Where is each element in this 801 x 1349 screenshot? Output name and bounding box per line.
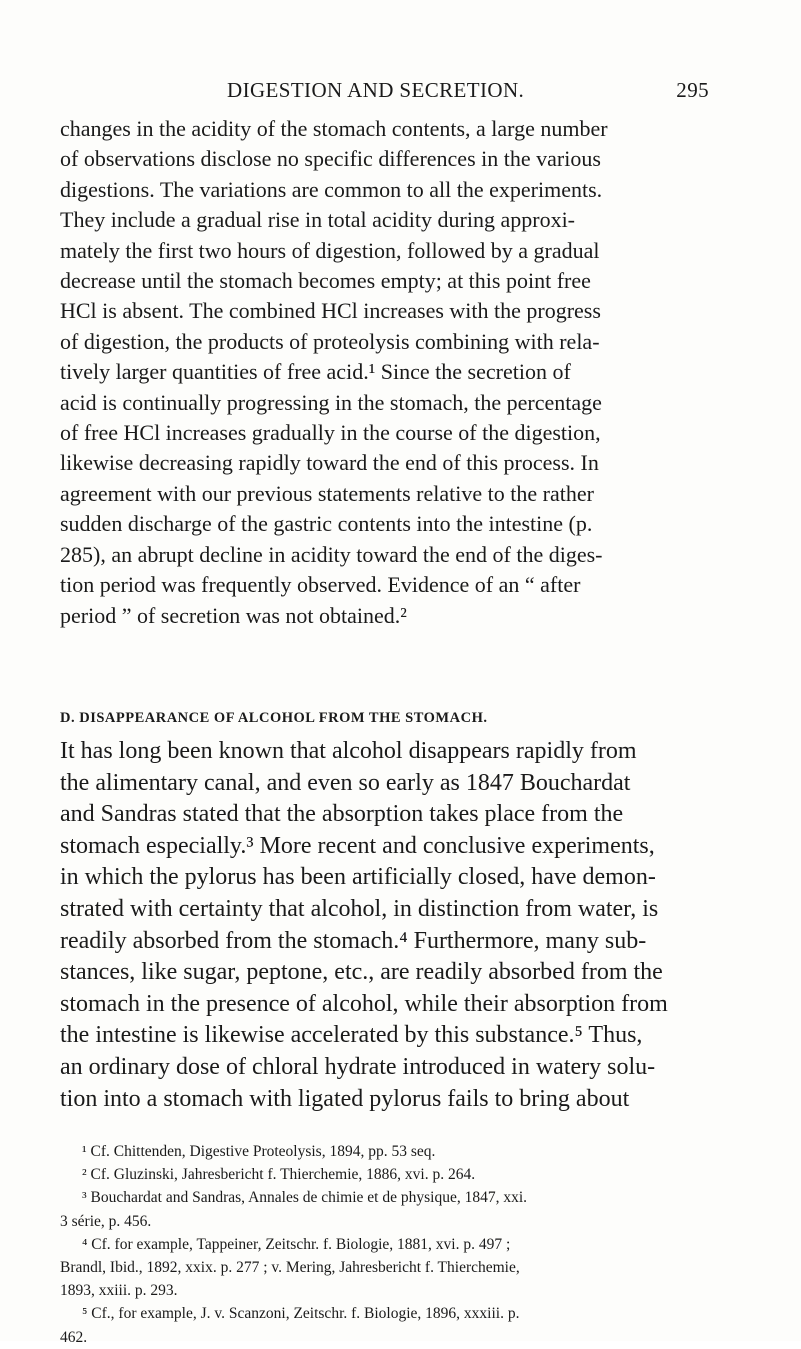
footnotes bbox=[60, 1140, 711, 1349]
running-header-title: DIGESTION AND SECRETION. bbox=[227, 78, 525, 102]
footnote-5: ⁵ Cf., for example, J. v. Scanzoni, Zeitschr. f. Biologie, 1896, xxxiii. p. 462. bbox=[60, 1305, 520, 1346]
footnote-2: ² Cf. Gluzinski, Jahresbericht f. Thierchemie, 1886, xvi. p. 264. bbox=[82, 1166, 476, 1184]
footnote-3: ³ Bouchardat and Sandras, Annales de chimie et de physique, 1847, xxi. 3 série, p. 456. bbox=[60, 1189, 528, 1230]
body-paragraph-1: changes in the acidity of the stomach contents, a large number of observations disclose no specific differences in the various digestions. The variations are common to all the experiments. They include a gradual rise in total acidity during approxi- mately the first two hours of digestion, followed by a gradual decrease until the stomach becomes empty; at this point free HCl is absent. The combined HCl increases with the progress of digestion, the products of proteolysis combining with rela- tively larger quantities of free acid.¹ Since the secretion of acid is continually progressing in the stomach, the percentage of free HCl increases gradually in the course of the digestion, likewise decreasing rapidly toward the end of this process. In agreement with our previous statements relative to the rather sudden discharge of the gastric contents into the intestine (p. 285), an abrupt decline in acidity toward the end of the diges- tion period was frequently observed. Evidence of an “ after period ” of secretion was not obtained.² bbox=[60, 116, 608, 628]
section-heading: D. DISAPPEARANCE OF ALCOHOL FROM THE STOMACH. bbox=[60, 710, 488, 726]
page-number: 295 bbox=[676, 78, 709, 102]
footnote-1: ¹ Cf. Chittenden, Digestive Proteolysis, 1894, pp. 53 seq. bbox=[82, 1143, 436, 1160]
running-header bbox=[227, 78, 709, 108]
footnote-4: ⁴ Cf. for example, Tappeiner, Zeitschr. f. Biologie, 1881, xvi. p. 497 ; Brandl, Ibid., 1892, xxix. p. 277 ; v. Mering, Jahresbericht f. Thierchemie, 1893, xxiii. p. 293. bbox=[60, 1235, 520, 1300]
body-paragraph-2: It has long been known that alcohol disappears rapidly from the alimentary canal, and even so early as 1847 Bouchardat and Sandras stated that the absorption takes place from the stomach especially.³ More recent and conclusive experiments, in which the pylorus has been artificially closed, have demon- strated with certainty that alcohol, in distinction from water, is readily absorbed from the stomach.⁴ Furthermore, many sub- stances, like sugar, peptone, etc., are readily absorbed from the stomach in the presence of alcohol, while their absorption from the intestine is likewise accelerated by this substance.⁵ Thus, an ordinary dose of chloral hydrate introduced in watery solu- tion into a stomach with ligated pylorus fails to bring about bbox=[60, 738, 668, 1112]
